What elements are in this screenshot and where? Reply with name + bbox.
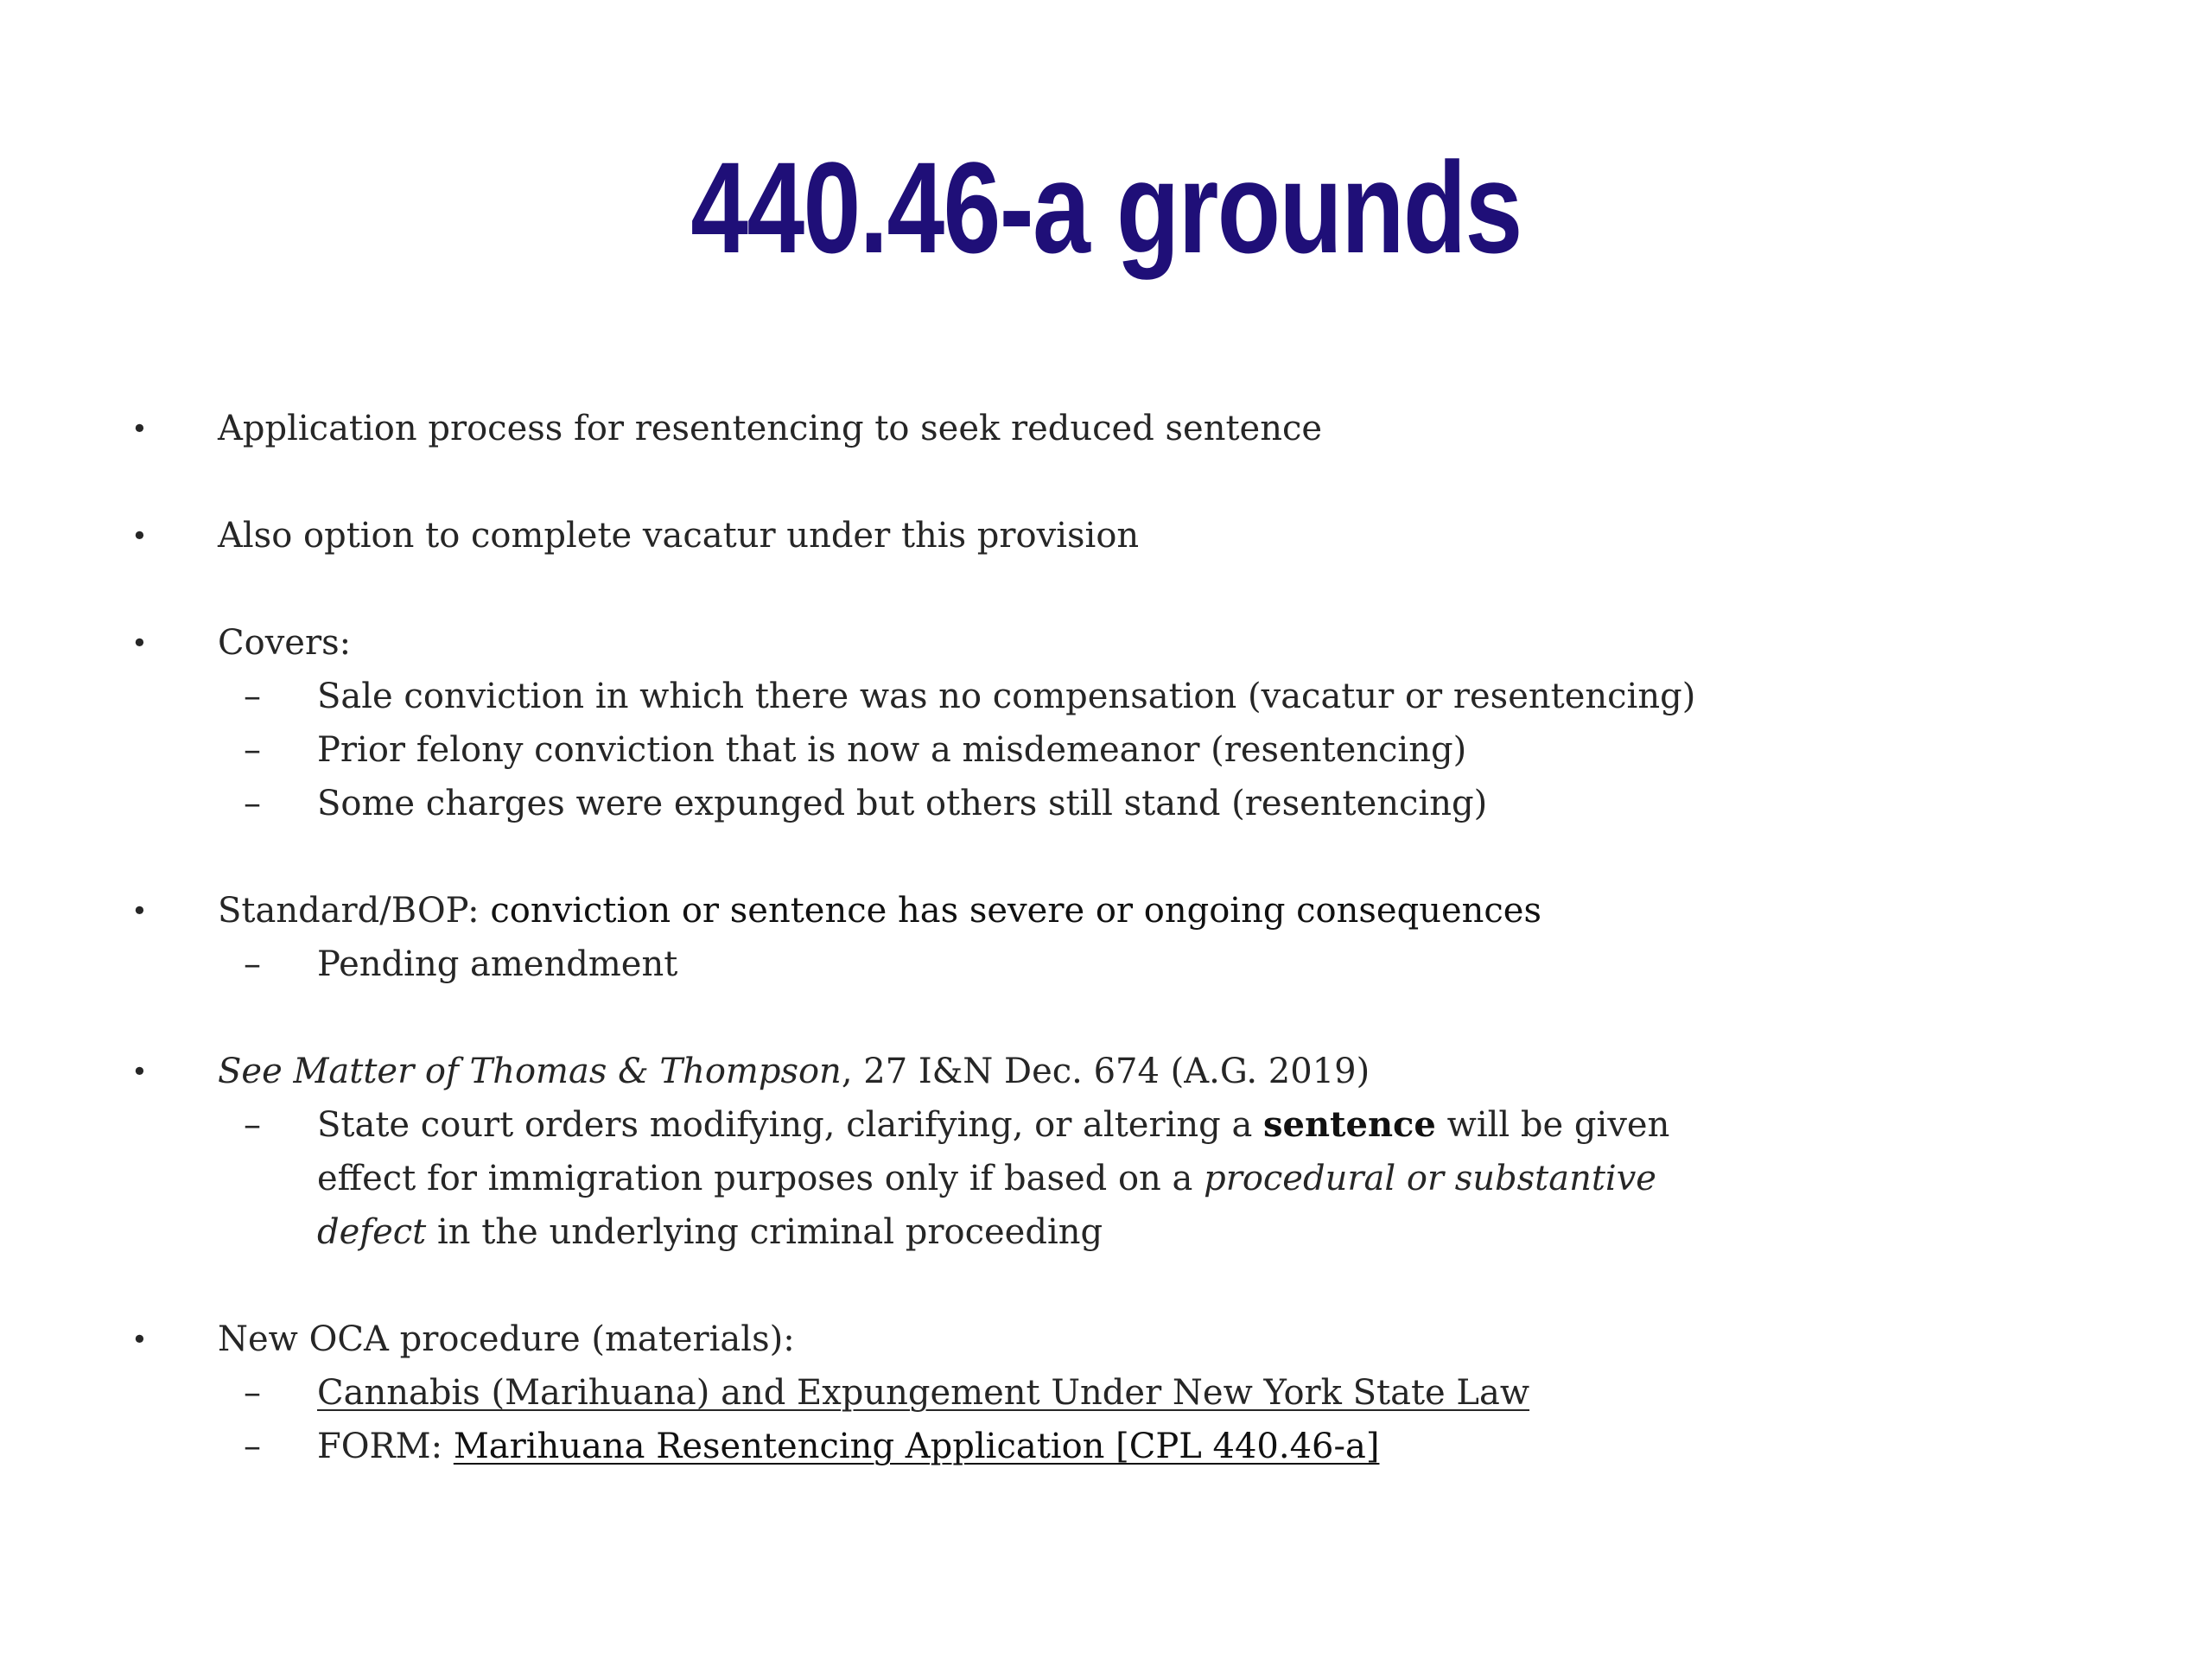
bullet-text: New OCA procedure (materials): — [218, 1319, 795, 1359]
bullet-text: Covers: — [218, 623, 352, 663]
bullet-matter-of-thomas — [0, 1045, 2212, 1259]
sub-text-italic: defect — [317, 1212, 427, 1252]
sub-item-pending-amendment: Pending amendment — [317, 944, 678, 984]
bullet-marker: • — [131, 1055, 148, 1088]
bullet-new-oca-procedure — [0, 1313, 2212, 1473]
bullet-text: conviction or sentence has severe or ongoing consequences — [490, 891, 1541, 931]
case-citation-name: See Matter of Thomas & Thompson — [218, 1052, 842, 1091]
dash-marker: – — [244, 944, 261, 984]
sub-text-bold: sentence — [1263, 1104, 1436, 1145]
sub-text: effect for immigration purposes only if based on a — [317, 1159, 1205, 1198]
bullet-covers — [0, 616, 2212, 830]
sub-item-prior-felony: Prior felony conviction that is now a misdemeanor (resentencing) — [317, 730, 1467, 770]
bullet-text: Also option to complete vacatur under this provision — [218, 516, 1140, 556]
bullet-marker: • — [131, 1323, 148, 1356]
sub-text: will be given — [1435, 1105, 1670, 1145]
bullet-text: Application process for resentencing to seek reduced sentence — [218, 409, 1323, 448]
dash-marker: – — [244, 1427, 261, 1466]
dash-marker: – — [244, 730, 261, 770]
bullet-vacatur-option — [0, 509, 2212, 563]
bullet-marker: • — [131, 894, 148, 927]
case-citation-rest: , 27 I&N Dec. 674 (A.G. 2019) — [841, 1052, 1370, 1091]
bullet-standard-bop — [0, 884, 2212, 991]
link-cannabis-expungement[interactable]: Cannabis (Marihuana) and Expungement Under New York State Law — [317, 1373, 1530, 1413]
dash-marker: – — [244, 1373, 261, 1413]
bullet-prefix: Standard/BOP: — [218, 891, 491, 931]
bullet-application-process — [0, 402, 2212, 455]
bullet-marker: • — [131, 626, 148, 659]
sub-item-expunged-charges: Some charges were expunged but others still stand (resentencing) — [317, 784, 1488, 823]
link-resentencing-application[interactable]: Marihuana Resentencing Application [CPL 440.46-a] — [453, 1427, 1380, 1466]
sub-item-sale-conviction: Sale conviction in which there was no compensation (vacatur or resentencing) — [317, 677, 1696, 716]
sub-text: State court orders modifying, clarifying, or altering a — [317, 1105, 1263, 1145]
sub-text: in the underlying criminal proceeding — [426, 1212, 1103, 1252]
bullet-marker: • — [131, 412, 148, 445]
slide-title: 440.46-a grounds — [690, 135, 1522, 280]
form-label: FORM: — [317, 1427, 454, 1466]
slide-body — [0, 402, 2212, 1527]
sub-text-italic: procedural or substantive — [1204, 1159, 1656, 1198]
dash-marker: – — [244, 1105, 261, 1145]
dash-marker: – — [244, 784, 261, 823]
dash-marker: – — [244, 677, 261, 716]
bullet-marker: • — [131, 519, 148, 552]
